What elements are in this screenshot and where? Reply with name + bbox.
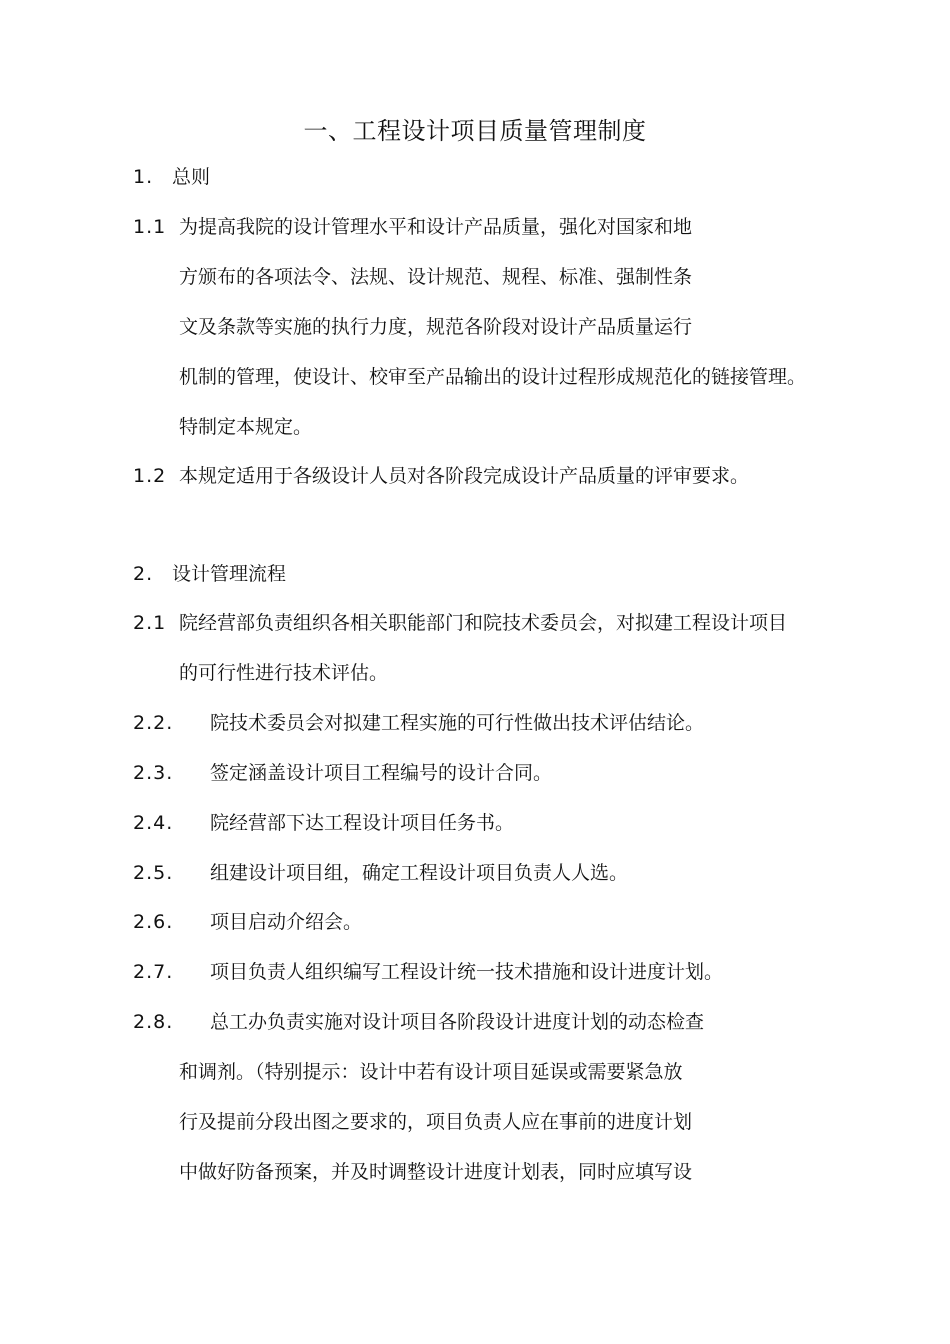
item-2-8-line: 和调剂。（特别提示：设计中若有设计项目延误或需要紧急放 bbox=[179, 1061, 683, 1083]
item-2-3-line: 签定涵盖设计项目工程编号的设计合同。 bbox=[210, 762, 553, 784]
item-2-5-number: 2.5. bbox=[133, 862, 174, 884]
item-2-1-line: 院经营部负责组织各相关职能部门和院技术委员会，对拟建工程设计项目 bbox=[179, 612, 788, 634]
item-2-3-number: 2.3. bbox=[133, 762, 174, 784]
item-2-5-line: 组建设计项目组，确定工程设计项目负责人人选。 bbox=[210, 862, 629, 884]
item-2-7-line: 项目负责人组织编写工程设计统一技术措施和设计进度计划。 bbox=[210, 961, 724, 983]
document-title: 一、工程设计项目质量管理制度 bbox=[303, 117, 647, 145]
item-1-1-line: 机制的管理，使设计、校审至产品输出的设计过程形成规范化的链接管理。 bbox=[179, 366, 807, 388]
item-2-4-line: 院经营部下达工程设计项目任务书。 bbox=[210, 812, 515, 834]
section-2-heading: 设计管理流程 bbox=[172, 563, 287, 585]
item-1-1-line: 文及条款等实施的执行力度，规范各阶段对设计产品质量运行 bbox=[179, 316, 693, 338]
item-2-1-number: 2.1 bbox=[133, 612, 167, 634]
section-2-number: 2. bbox=[133, 563, 154, 585]
item-2-2-line: 院技术委员会对拟建工程实施的可行性做出技术评估结论。 bbox=[210, 712, 705, 734]
item-2-4-number: 2.4. bbox=[133, 812, 174, 834]
section-1-heading: 总则 bbox=[172, 166, 211, 188]
item-1-1-line: 特制定本规定。 bbox=[179, 416, 313, 438]
item-1-1-line: 方颁布的各项法令、法规、设计规范、规程、标准、强制性条 bbox=[179, 266, 693, 288]
item-2-8-line: 中做好防备预案，并及时调整设计进度计划表，同时应填写设 bbox=[179, 1161, 693, 1183]
item-1-1-number: 1.1 bbox=[133, 216, 167, 238]
item-1-2-line: 本规定适用于各级设计人员对各阶段完成设计产品质量的评审要求。 bbox=[179, 465, 750, 487]
item-2-6-line: 项目启动介绍会。 bbox=[210, 911, 363, 933]
item-2-6-number: 2.6. bbox=[133, 911, 174, 933]
item-2-8-line: 行及提前分段出图之要求的，项目负责人应在事前的进度计划 bbox=[179, 1111, 693, 1133]
item-2-1-line: 的可行性进行技术评估。 bbox=[179, 662, 389, 684]
item-2-2-number: 2.2. bbox=[133, 712, 174, 734]
item-2-8-number: 2.8. bbox=[133, 1011, 174, 1033]
item-1-1-line: 为提高我院的设计管理水平和设计产品质量，强化对国家和地 bbox=[179, 216, 693, 238]
item-1-2-number: 1.2 bbox=[133, 465, 167, 487]
item-2-8-line: 总工办负责实施对设计项目各阶段设计进度计划的动态检查 bbox=[210, 1011, 705, 1033]
item-2-7-number: 2.7. bbox=[133, 961, 174, 983]
section-1-number: 1. bbox=[133, 166, 154, 188]
